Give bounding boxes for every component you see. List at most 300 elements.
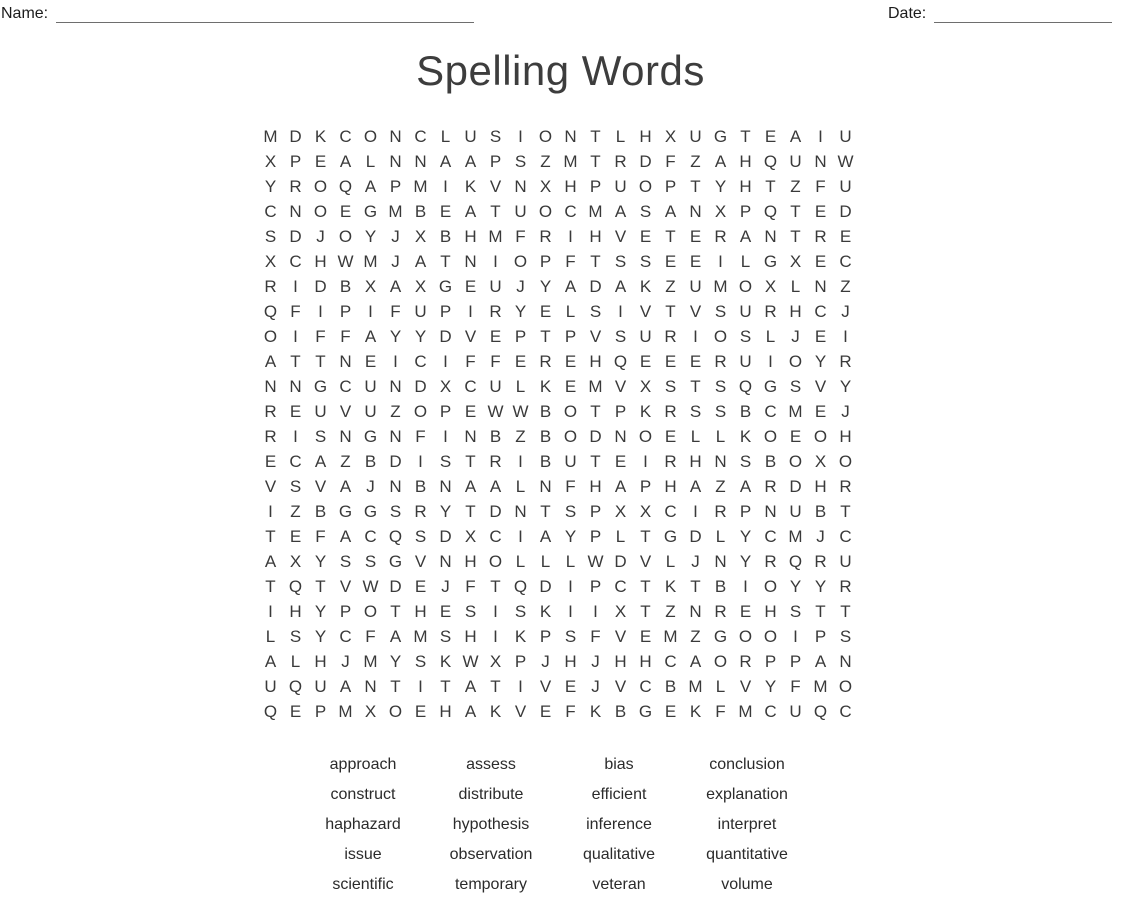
grid-letter: O bbox=[263, 327, 278, 346]
grid-letter: D bbox=[839, 202, 852, 221]
word-bank-item: assess bbox=[466, 756, 516, 773]
grid-letter: A bbox=[464, 702, 477, 721]
grid-letter: I bbox=[293, 277, 298, 296]
grid-letter: O bbox=[338, 227, 353, 246]
grid-letter: F bbox=[415, 427, 426, 446]
grid-letter: Q bbox=[288, 677, 303, 696]
grid-letter: H bbox=[639, 127, 652, 146]
grid-letter: F bbox=[815, 177, 826, 196]
grid-letter: S bbox=[364, 552, 377, 571]
grid-letter: U bbox=[314, 677, 327, 696]
grid-letter: U bbox=[264, 677, 277, 696]
grid-letter: E bbox=[764, 127, 777, 146]
grid-letter: L bbox=[265, 627, 276, 646]
grid-letter: R bbox=[289, 177, 302, 196]
grid-letter: X bbox=[464, 527, 477, 546]
grid-letter: E bbox=[464, 277, 477, 296]
grid-letter: N bbox=[689, 202, 702, 221]
grid-letter: P bbox=[639, 477, 652, 496]
grid-letter: F bbox=[515, 227, 526, 246]
grid-letter: E bbox=[814, 202, 827, 221]
grid-letter: T bbox=[815, 602, 826, 621]
grid-letter: D bbox=[639, 152, 652, 171]
grid-letter: Z bbox=[540, 152, 551, 171]
grid-letter: C bbox=[664, 502, 677, 521]
grid-letter: Y bbox=[264, 177, 277, 196]
grid-letter: Z bbox=[690, 152, 701, 171]
grid-letter: I bbox=[693, 502, 698, 521]
grid-letter: M bbox=[363, 652, 378, 671]
grid-letter: L bbox=[790, 277, 801, 296]
grid-letter: V bbox=[639, 302, 652, 321]
grid-letter: Y bbox=[714, 177, 727, 196]
grid-letter: H bbox=[739, 177, 752, 196]
grid-letter: H bbox=[314, 652, 327, 671]
grid-letter: S bbox=[589, 302, 602, 321]
grid-letter: Y bbox=[814, 352, 827, 371]
grid-letter: U bbox=[689, 127, 702, 146]
grid-letter: N bbox=[689, 602, 702, 621]
grid-letter: F bbox=[490, 352, 501, 371]
grid-letter: X bbox=[264, 252, 277, 271]
grid-letter: H bbox=[614, 652, 627, 671]
grid-letter: C bbox=[289, 452, 302, 471]
grid-letter: Q bbox=[813, 702, 828, 721]
grid-letter: S bbox=[339, 552, 352, 571]
grid-letter: H bbox=[664, 477, 677, 496]
grid-letter: V bbox=[739, 677, 752, 696]
grid-letter: O bbox=[488, 552, 503, 571]
grid-letter: O bbox=[538, 127, 553, 146]
grid-letter: X bbox=[614, 602, 627, 621]
grid-letter: E bbox=[814, 327, 827, 346]
grid-letter: P bbox=[789, 652, 802, 671]
word-bank-item: bias bbox=[604, 756, 634, 773]
grid-letter: O bbox=[538, 202, 553, 221]
grid-letter: C bbox=[289, 252, 302, 271]
word-bank-item: qualitative bbox=[582, 846, 656, 863]
grid-letter: C bbox=[564, 202, 577, 221]
grid-letter: Q bbox=[288, 577, 303, 596]
grid-letter: J bbox=[391, 227, 400, 246]
grid-letter: T bbox=[490, 577, 501, 596]
grid-letter: J bbox=[516, 277, 525, 296]
grid-letter: Q bbox=[263, 702, 278, 721]
grid-letter: O bbox=[313, 202, 328, 221]
grid-letter: O bbox=[763, 577, 778, 596]
grid-letter: Y bbox=[839, 377, 852, 396]
grid-letter: X bbox=[439, 377, 452, 396]
grid-letter: P bbox=[564, 327, 577, 346]
grid-letter: M bbox=[563, 152, 578, 171]
grid-letter: I bbox=[443, 177, 448, 196]
grid-letter: I bbox=[518, 452, 523, 471]
grid-letter: R bbox=[539, 227, 552, 246]
grid-letter: X bbox=[489, 652, 502, 671]
word-bank-item: issue bbox=[344, 846, 382, 863]
grid-letter: I bbox=[568, 227, 573, 246]
grid-letter: D bbox=[439, 527, 452, 546]
grid-letter: W bbox=[587, 552, 604, 571]
grid-letter: Q bbox=[338, 177, 353, 196]
grid-letter: H bbox=[289, 602, 302, 621]
grid-letter: S bbox=[514, 152, 527, 171]
grid-letter: O bbox=[563, 427, 578, 446]
date-label: Date: bbox=[888, 5, 927, 22]
grid-letter: O bbox=[363, 602, 378, 621]
grid-letter: I bbox=[843, 327, 848, 346]
grid-letter: V bbox=[514, 702, 527, 721]
grid-letter: C bbox=[339, 627, 352, 646]
grid-letter: W bbox=[837, 152, 854, 171]
grid-letter: S bbox=[739, 452, 752, 471]
grid-letter: L bbox=[740, 252, 751, 271]
date-blank-line bbox=[934, 7, 1112, 23]
grid-letter: V bbox=[614, 677, 627, 696]
grid-letter: P bbox=[589, 177, 602, 196]
grid-letter: A bbox=[789, 127, 802, 146]
grid-letter: T bbox=[765, 177, 776, 196]
grid-letter: L bbox=[715, 677, 726, 696]
grid-letter: I bbox=[793, 627, 798, 646]
grid-letter: A bbox=[389, 627, 402, 646]
grid-letter: U bbox=[314, 402, 327, 421]
grid-letter: D bbox=[614, 552, 627, 571]
grid-letter: H bbox=[814, 477, 827, 496]
grid-letter: Q bbox=[763, 202, 778, 221]
grid-letter: M bbox=[713, 277, 728, 296]
word-bank-item: construct bbox=[330, 786, 396, 803]
grid-letter: Y bbox=[364, 227, 377, 246]
grid-letter: R bbox=[764, 552, 777, 571]
grid-letter: N bbox=[289, 377, 302, 396]
word-bank-item: interpret bbox=[717, 816, 777, 833]
grid-letter: B bbox=[489, 427, 502, 446]
grid-letter: B bbox=[664, 677, 677, 696]
grid-letter: Y bbox=[739, 527, 752, 546]
grid-letter: I bbox=[268, 602, 273, 621]
grid-letter: Y bbox=[414, 327, 427, 346]
grid-letter: I bbox=[568, 577, 573, 596]
grid-letter: W bbox=[487, 402, 504, 421]
grid-letter: K bbox=[639, 402, 652, 421]
grid-letter: M bbox=[413, 627, 428, 646]
grid-letter: Y bbox=[389, 652, 402, 671]
grid-letter: T bbox=[640, 577, 651, 596]
grid-letter: L bbox=[515, 477, 526, 496]
grid-letter: O bbox=[838, 677, 853, 696]
grid-letter: R bbox=[664, 327, 677, 346]
grid-letter: L bbox=[515, 377, 526, 396]
grid-letter: K bbox=[514, 627, 527, 646]
grid-letter: T bbox=[790, 227, 801, 246]
grid-letter: S bbox=[489, 127, 502, 146]
grid-letter: W bbox=[362, 577, 379, 596]
grid-letter: I bbox=[693, 327, 698, 346]
grid-letter: R bbox=[414, 502, 427, 521]
grid-letter: T bbox=[315, 577, 326, 596]
grid-letter: E bbox=[564, 377, 577, 396]
grid-letter: S bbox=[464, 602, 477, 621]
grid-letter: H bbox=[789, 302, 802, 321]
grid-letter: C bbox=[489, 527, 502, 546]
grid-letter: R bbox=[739, 652, 752, 671]
grid-letter: R bbox=[664, 452, 677, 471]
grid-letter: L bbox=[440, 127, 451, 146]
grid-letter: F bbox=[315, 327, 326, 346]
grid-letter: T bbox=[740, 127, 751, 146]
word-search-grid bbox=[258, 124, 858, 724]
grid-letter: P bbox=[664, 177, 677, 196]
grid-letter: C bbox=[614, 577, 627, 596]
grid-letter: V bbox=[639, 552, 652, 571]
grid-letter: A bbox=[314, 452, 327, 471]
grid-letter: X bbox=[814, 452, 827, 471]
grid-letter: H bbox=[464, 227, 477, 246]
grid-letter: H bbox=[564, 177, 577, 196]
grid-letter: K bbox=[689, 702, 702, 721]
grid-letter: I bbox=[443, 427, 448, 446]
grid-letter: T bbox=[840, 602, 851, 621]
grid-letter: V bbox=[339, 577, 352, 596]
grid-letter: P bbox=[339, 602, 352, 621]
grid-letter: F bbox=[790, 677, 801, 696]
grid-letter: Y bbox=[814, 577, 827, 596]
grid-letter: G bbox=[638, 702, 653, 721]
word-bank-item: inference bbox=[586, 816, 652, 833]
grid-letter: Z bbox=[715, 477, 726, 496]
grid-letter: T bbox=[590, 127, 601, 146]
word-bank-item: quantitative bbox=[706, 846, 788, 863]
grid-letter: M bbox=[588, 202, 603, 221]
grid-letter: E bbox=[664, 702, 677, 721]
grid-letter: J bbox=[691, 552, 700, 571]
grid-letter: T bbox=[640, 527, 651, 546]
grid-letter: E bbox=[339, 202, 352, 221]
grid-letter: V bbox=[614, 627, 627, 646]
date-field bbox=[888, 5, 1112, 23]
grid-letter: M bbox=[788, 402, 803, 421]
grid-letter: E bbox=[489, 327, 502, 346]
grid-letter: T bbox=[440, 677, 451, 696]
grid-letter: U bbox=[789, 702, 802, 721]
grid-letter: W bbox=[512, 402, 529, 421]
grid-letter: D bbox=[289, 227, 302, 246]
grid-letter: B bbox=[764, 452, 777, 471]
grid-letter: C bbox=[764, 527, 777, 546]
grid-letter: L bbox=[290, 652, 301, 671]
grid-letter: C bbox=[339, 377, 352, 396]
grid-letter: S bbox=[514, 602, 527, 621]
grid-letter: R bbox=[839, 477, 852, 496]
grid-letter: E bbox=[664, 427, 677, 446]
grid-letter: O bbox=[363, 127, 378, 146]
grid-letter: V bbox=[264, 477, 277, 496]
word-bank-item: approach bbox=[329, 756, 397, 773]
grid-letter: A bbox=[689, 477, 702, 496]
grid-letter: R bbox=[489, 302, 502, 321]
grid-letter: F bbox=[565, 702, 576, 721]
grid-letter: R bbox=[764, 477, 777, 496]
grid-letter: D bbox=[314, 277, 327, 296]
grid-letter: V bbox=[464, 327, 477, 346]
grid-letter: F bbox=[390, 302, 401, 321]
grid-letter: U bbox=[464, 127, 477, 146]
grid-letter: N bbox=[389, 477, 402, 496]
name-field bbox=[1, 5, 474, 23]
grid-letter: B bbox=[414, 477, 427, 496]
grid-letter: E bbox=[514, 352, 527, 371]
grid-letter: I bbox=[568, 602, 573, 621]
grid-letter: A bbox=[439, 152, 452, 171]
grid-letter: H bbox=[589, 227, 602, 246]
grid-letter: E bbox=[564, 352, 577, 371]
grid-letter: M bbox=[663, 627, 678, 646]
grid-letter: H bbox=[464, 627, 477, 646]
grid-letter: R bbox=[489, 452, 502, 471]
grid-letter: P bbox=[289, 152, 302, 171]
grid-letter: J bbox=[341, 652, 350, 671]
grid-letter: N bbox=[514, 177, 527, 196]
grid-letter: K bbox=[489, 702, 502, 721]
grid-letter: C bbox=[414, 352, 427, 371]
grid-letter: X bbox=[789, 252, 802, 271]
grid-letter: I bbox=[618, 302, 623, 321]
grid-letter: N bbox=[289, 202, 302, 221]
grid-letter: X bbox=[639, 377, 652, 396]
grid-letter: Y bbox=[789, 577, 802, 596]
grid-letter: N bbox=[714, 552, 727, 571]
grid-letter: R bbox=[714, 602, 727, 621]
grid-letter: G bbox=[313, 377, 328, 396]
grid-letter: J bbox=[316, 227, 325, 246]
grid-letter: N bbox=[764, 227, 777, 246]
grid-letter: O bbox=[713, 652, 728, 671]
grid-letter: F bbox=[290, 302, 301, 321]
grid-letter: L bbox=[540, 552, 551, 571]
grid-letter: U bbox=[614, 177, 627, 196]
grid-letter: C bbox=[664, 652, 677, 671]
grid-letter: N bbox=[464, 427, 477, 446]
grid-letter: J bbox=[816, 527, 825, 546]
grid-letter: J bbox=[841, 302, 850, 321]
grid-letter: T bbox=[590, 402, 601, 421]
grid-letter: N bbox=[764, 502, 777, 521]
grid-letter: M bbox=[588, 377, 603, 396]
grid-letter: I bbox=[418, 452, 423, 471]
grid-letter: F bbox=[365, 627, 376, 646]
grid-letter: N bbox=[439, 552, 452, 571]
grid-letter: R bbox=[714, 227, 727, 246]
grid-letter: S bbox=[739, 327, 752, 346]
grid-letter: X bbox=[714, 202, 727, 221]
grid-letter: A bbox=[814, 652, 827, 671]
word-bank-item: observation bbox=[449, 846, 533, 863]
grid-letter: S bbox=[439, 627, 452, 646]
grid-letter: H bbox=[839, 427, 852, 446]
grid-letter: M bbox=[788, 527, 803, 546]
grid-letter: N bbox=[389, 427, 402, 446]
grid-letter: E bbox=[264, 452, 277, 471]
grid-letter: B bbox=[614, 702, 627, 721]
grid-letter: B bbox=[439, 227, 452, 246]
grid-letter: C bbox=[264, 202, 277, 221]
grid-letter: A bbox=[339, 152, 352, 171]
grid-letter: A bbox=[339, 477, 352, 496]
grid-letter: J bbox=[541, 652, 550, 671]
grid-letter: B bbox=[539, 402, 552, 421]
grid-letter: P bbox=[489, 152, 502, 171]
grid-letter: V bbox=[489, 177, 502, 196]
grid-letter: L bbox=[690, 427, 701, 446]
grid-letter: S bbox=[639, 202, 652, 221]
grid-letter: S bbox=[614, 327, 627, 346]
grid-letter: U bbox=[789, 502, 802, 521]
grid-letter: F bbox=[565, 477, 576, 496]
grid-letter: G bbox=[388, 552, 403, 571]
grid-letter: T bbox=[665, 302, 676, 321]
grid-letter: B bbox=[314, 502, 327, 521]
grid-letter: N bbox=[439, 477, 452, 496]
grid-letter: F bbox=[465, 577, 476, 596]
grid-letter: F bbox=[565, 252, 576, 271]
grid-letter: I bbox=[518, 127, 523, 146]
grid-letter: S bbox=[289, 477, 302, 496]
grid-letter: S bbox=[714, 302, 727, 321]
grid-letter: A bbox=[464, 202, 477, 221]
grid-letter: T bbox=[540, 502, 551, 521]
grid-letter: C bbox=[364, 527, 377, 546]
grid-letter: C bbox=[839, 252, 852, 271]
grid-letter: K bbox=[639, 277, 652, 296]
grid-letter: N bbox=[539, 477, 552, 496]
grid-letter: V bbox=[314, 477, 327, 496]
grid-letter: E bbox=[564, 677, 577, 696]
grid-letter: G bbox=[663, 527, 678, 546]
grid-letter: R bbox=[264, 402, 277, 421]
grid-letter: R bbox=[839, 577, 852, 596]
grid-letter: A bbox=[414, 252, 427, 271]
grid-letter: J bbox=[391, 252, 400, 271]
grid-letter: S bbox=[789, 602, 802, 621]
grid-letter: D bbox=[589, 277, 602, 296]
grid-letter: A bbox=[739, 227, 752, 246]
grid-letter: J bbox=[591, 652, 600, 671]
grid-letter: O bbox=[738, 627, 753, 646]
grid-letter: D bbox=[489, 502, 502, 521]
grid-letter: G bbox=[363, 202, 378, 221]
grid-letter: N bbox=[514, 502, 527, 521]
grid-letter: M bbox=[813, 677, 828, 696]
grid-letter: F bbox=[340, 327, 351, 346]
grid-letter: T bbox=[390, 677, 401, 696]
name-label: Name: bbox=[1, 5, 49, 22]
grid-letter: P bbox=[739, 202, 752, 221]
grid-letter: A bbox=[339, 527, 352, 546]
grid-letter: I bbox=[468, 302, 473, 321]
grid-letter: Y bbox=[539, 277, 552, 296]
grid-letter: P bbox=[764, 652, 777, 671]
grid-letter: D bbox=[414, 377, 427, 396]
grid-letter: E bbox=[539, 702, 552, 721]
grid-letter: P bbox=[339, 302, 352, 321]
grid-letter: B bbox=[339, 277, 352, 296]
grid-letter: V bbox=[814, 377, 827, 396]
grid-letter: N bbox=[614, 427, 627, 446]
grid-letter: X bbox=[539, 177, 552, 196]
grid-letter: L bbox=[515, 552, 526, 571]
grid-letter: U bbox=[489, 377, 502, 396]
